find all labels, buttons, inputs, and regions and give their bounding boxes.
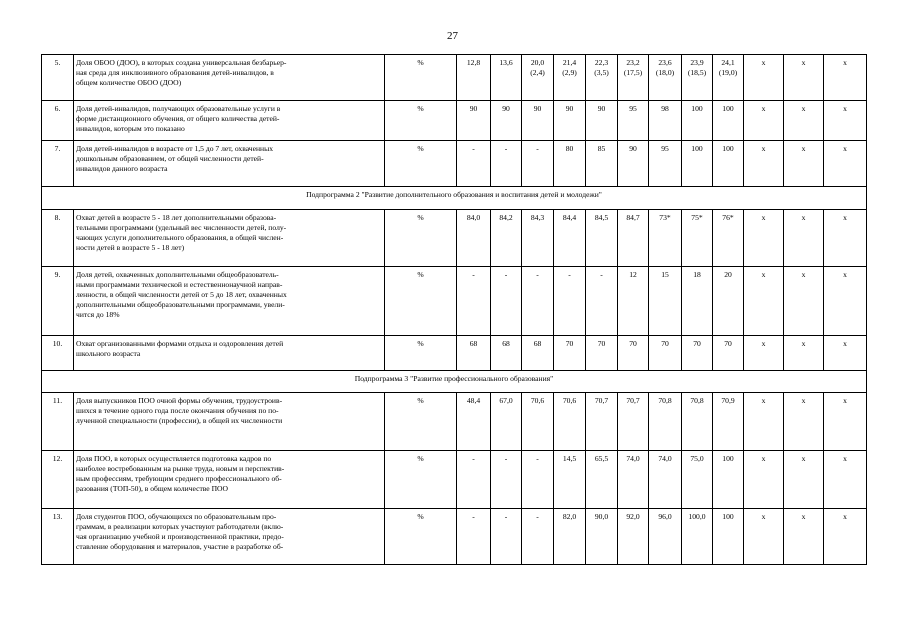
value-cell [682, 210, 713, 267]
row-number: 9. [42, 267, 74, 336]
value-line: 90 [502, 104, 510, 113]
value-line: x [801, 104, 806, 113]
value-line: 70 [565, 339, 574, 348]
value-line: x [761, 270, 766, 279]
description-line: школьного возраста [76, 349, 141, 358]
value-line: x [761, 454, 766, 463]
value-cell [491, 336, 522, 371]
value-cell [457, 141, 491, 187]
value-cell [586, 509, 618, 565]
description-line: ными программами технической и естественнонаучной направ- [76, 280, 283, 289]
unit-cell: % [385, 101, 457, 141]
unit-cell: % [385, 267, 457, 336]
value-line: x [843, 339, 847, 348]
description-line: наиболее востребованным на рынке труда, новым и перспектив- [76, 464, 285, 473]
value-cell [824, 393, 867, 451]
value-line: 95 [661, 144, 669, 153]
value-line: - [536, 454, 539, 463]
value-line: 84,7 [626, 213, 640, 222]
value-cell [457, 101, 491, 141]
value-cell [649, 451, 682, 509]
value-cell [682, 336, 713, 371]
section-row [42, 371, 867, 393]
value-cell [522, 509, 554, 565]
description-line: Доля ПОО, в которых осуществляется подготовка кадров по [76, 454, 272, 463]
section-title: Подпрограмма 2 "Развитие дополнительного образования и воспитания детей и молодежи" [42, 187, 867, 210]
description-line: чая организацию учебной и производственной практики, предо- [76, 532, 284, 541]
value-cell [713, 101, 744, 141]
value-line: 100 [722, 144, 734, 153]
value-line: 92,0 [626, 512, 640, 521]
value-cell [618, 101, 649, 141]
value-cell [618, 141, 649, 187]
value-cell [554, 101, 586, 141]
value-line: 12 [629, 270, 637, 279]
value-line: 70 [597, 339, 606, 348]
description-line: Охват детей в возрасте 5 - 18 лет дополнительными образова- [76, 213, 277, 222]
value-line: 98 [661, 104, 669, 113]
value-line: - [504, 144, 508, 153]
value-line: 84,3 [530, 213, 545, 222]
description-line: Доля ОБОО (ДОО), в которых создана универсальная безбарьер- [76, 58, 287, 67]
value-cell [457, 336, 491, 371]
value-line: (18,5) [687, 68, 707, 77]
value-cell [491, 141, 522, 187]
value-cell [784, 55, 824, 101]
value-line: 80 [565, 144, 574, 153]
value-line: 90 [469, 104, 478, 113]
value-line: - [472, 512, 475, 521]
value-line: x [843, 270, 847, 279]
value-cell [744, 210, 784, 267]
value-cell [744, 336, 784, 371]
value-cell [682, 141, 713, 187]
description-line: дошкольным образованием, от общей численности детей- [76, 154, 264, 163]
value-line: x [801, 396, 806, 405]
unit-cell: % [385, 393, 457, 451]
value-line: 70,6 [562, 396, 577, 405]
description-line: Доля детей-инвалидов, получающих образовательные услуги в [76, 104, 281, 113]
value-cell [554, 336, 586, 371]
value-cell [586, 336, 618, 371]
description-line: тельными программами (удельный вес численности детей, полу- [76, 223, 287, 232]
value-cell [824, 210, 867, 267]
value-line: x [843, 104, 847, 113]
value-cell [784, 393, 824, 451]
indicator-description [74, 336, 385, 371]
value-cell [744, 55, 784, 101]
value-cell [618, 210, 649, 267]
value-cell [554, 451, 586, 509]
value-line: 85 [597, 144, 606, 153]
value-line: 73* [659, 213, 671, 222]
value-cell [554, 55, 586, 101]
description-line: инвалидов, которым это показано [76, 124, 185, 133]
indicator-description [74, 55, 385, 101]
value-cell [784, 336, 824, 371]
value-line: 24,1 [721, 58, 735, 67]
value-line: x [761, 104, 766, 113]
value-cell [457, 267, 491, 336]
value-cell [649, 336, 682, 371]
table-row [42, 509, 867, 565]
value-line: 22,3 [594, 58, 609, 67]
value-line: (2,4) [530, 68, 545, 77]
indicator-description [74, 509, 385, 565]
value-cell [744, 101, 784, 141]
value-cell [586, 55, 618, 101]
value-line: 68 [533, 339, 542, 348]
description-line: Охват организованными формами отдыха и оздоровления детей [76, 339, 284, 348]
table-row [42, 451, 867, 509]
section-row [42, 187, 867, 210]
value-cell [586, 141, 618, 187]
table-row [42, 267, 867, 336]
row-number: 10. [42, 336, 74, 371]
value-line: (18,0) [655, 68, 675, 77]
value-line: - [568, 270, 571, 279]
value-cell [554, 509, 586, 565]
value-cell [618, 509, 649, 565]
value-cell [784, 451, 824, 509]
value-line: x [761, 144, 766, 153]
value-line: 68 [502, 339, 510, 348]
unit-cell: % [385, 451, 457, 509]
indicator-description [74, 393, 385, 451]
value-cell [586, 393, 618, 451]
value-line: x [843, 144, 847, 153]
value-line: - [536, 144, 539, 153]
row-number: 13. [42, 509, 74, 565]
value-line: x [843, 454, 847, 463]
value-line: 82,0 [562, 512, 577, 521]
value-cell [713, 393, 744, 451]
value-cell [824, 141, 867, 187]
value-cell [491, 451, 522, 509]
value-cell [491, 393, 522, 451]
value-cell [682, 451, 713, 509]
value-line: - [504, 454, 508, 463]
value-line: 90 [533, 104, 542, 113]
value-line: 100 [722, 512, 734, 521]
value-line: 70 [693, 339, 701, 348]
description-line: Доля детей, охваченных дополнительными общеобразователь- [76, 270, 279, 279]
page-number: 27 [447, 30, 458, 42]
value-line: 95 [629, 104, 637, 113]
description-line: ленности, в общей численности детей от 5 до 18 лет, охваченных [76, 290, 287, 299]
value-line: - [472, 144, 475, 153]
value-line: 100 [691, 144, 703, 153]
value-cell [618, 267, 649, 336]
value-line: 70 [724, 339, 732, 348]
value-cell [713, 267, 744, 336]
value-cell [522, 210, 554, 267]
indicator-description [74, 210, 385, 267]
value-cell [824, 55, 867, 101]
table-row [42, 141, 867, 187]
value-line: 70 [629, 339, 637, 348]
table-row [42, 393, 867, 451]
value-line: 65,5 [594, 454, 609, 463]
value-line: 20 [724, 270, 732, 279]
value-line: x [801, 270, 806, 279]
row-number: 5. [42, 55, 74, 101]
value-line: 84,5 [594, 213, 609, 222]
value-cell [744, 141, 784, 187]
value-line: 12,8 [466, 58, 481, 67]
row-number: 7. [42, 141, 74, 187]
row-number: 12. [42, 451, 74, 509]
value-line: - [504, 270, 508, 279]
value-cell [586, 101, 618, 141]
value-cell [649, 101, 682, 141]
value-cell [824, 101, 867, 141]
value-line: x [801, 454, 806, 463]
value-line: 70,7 [594, 396, 609, 405]
indicator-description [74, 101, 385, 141]
value-line: x [843, 512, 847, 521]
description-line: граммам, в реализации которых участвуют работодатели (вклю- [76, 522, 284, 531]
value-line: 100 [691, 104, 703, 113]
value-line: x [843, 58, 847, 67]
value-line: 84,2 [499, 213, 513, 222]
value-cell [649, 55, 682, 101]
value-cell [457, 393, 491, 451]
value-line: 90,0 [594, 512, 609, 521]
description-line: чится до 18% [76, 310, 120, 319]
value-line: 23,9 [690, 58, 704, 67]
value-line: - [472, 454, 475, 463]
value-line: 76* [722, 213, 734, 222]
unit-cell: % [385, 509, 457, 565]
unit-cell: % [385, 210, 457, 267]
value-cell [491, 101, 522, 141]
value-line: 13,6 [499, 58, 513, 67]
value-cell [522, 336, 554, 371]
value-line: 100 [722, 104, 734, 113]
value-cell [491, 267, 522, 336]
value-line: 84,4 [562, 213, 577, 222]
value-cell [784, 141, 824, 187]
value-line: x [843, 396, 847, 405]
value-line: x [761, 512, 766, 521]
value-cell [682, 393, 713, 451]
row-number: 11. [42, 393, 74, 451]
value-line: x [801, 144, 806, 153]
value-cell [649, 509, 682, 565]
value-line: 70,8 [658, 396, 672, 405]
value-cell [713, 451, 744, 509]
description-line: ности детей в возрасте 5 - 18 лет) [76, 243, 185, 252]
value-cell [618, 55, 649, 101]
value-line: x [801, 213, 806, 222]
unit-cell: % [385, 141, 457, 187]
unit-cell: % [385, 336, 457, 371]
value-cell [618, 393, 649, 451]
value-line: 90 [597, 104, 606, 113]
description-line: чающих услуги дополнительного образования, в общей числен- [76, 233, 284, 242]
description-line: ставление оборудования и материалов, участие в разработке об- [76, 542, 284, 551]
value-line: - [504, 512, 508, 521]
value-cell [744, 509, 784, 565]
value-line: 20,0 [530, 58, 545, 67]
value-line: 90 [565, 104, 574, 113]
description-line: шихся в течение одного года после окончания обучения по по- [76, 406, 279, 415]
value-cell [554, 267, 586, 336]
value-line: 15 [661, 270, 669, 279]
description-line: Доля студентов ПОО, обучающихся по образовательным про- [76, 512, 277, 521]
value-cell [713, 55, 744, 101]
value-cell [824, 267, 867, 336]
description-line: дополнительными общеобразовательными программами, увели- [76, 300, 285, 309]
value-cell [522, 393, 554, 451]
indicator-description [74, 141, 385, 187]
value-line: 70,7 [626, 396, 640, 405]
value-line: 74,0 [658, 454, 672, 463]
value-cell [784, 267, 824, 336]
value-cell [824, 336, 867, 371]
value-cell [713, 509, 744, 565]
unit-cell: % [385, 55, 457, 101]
description-line: Доля детей-инвалидов в возрасте от 1,5 до 7 лет, охваченных [76, 144, 273, 153]
value-line: x [801, 512, 806, 521]
value-cell [744, 393, 784, 451]
description-line: Доля выпускников ПОО очной формы обучения, трудоустроив- [76, 396, 283, 405]
value-line: - [472, 270, 475, 279]
description-line: разования (ТОП-50), в общем количестве ПОО [76, 484, 229, 493]
value-line: 74,0 [626, 454, 640, 463]
value-cell [491, 210, 522, 267]
description-line: инвалидов данного возраста [76, 164, 168, 173]
table-row [42, 210, 867, 267]
indicator-description [74, 451, 385, 509]
table-row [42, 55, 867, 101]
value-cell [649, 210, 682, 267]
value-cell [682, 267, 713, 336]
value-cell [682, 55, 713, 101]
value-cell [554, 393, 586, 451]
value-line: x [843, 213, 847, 222]
value-cell [682, 509, 713, 565]
value-cell [586, 210, 618, 267]
value-line: x [761, 339, 766, 348]
value-line: 70,9 [721, 396, 735, 405]
value-line: x [761, 213, 766, 222]
section-title: Подпрограмма 3 "Развитие профессионального образования" [42, 371, 867, 393]
value-line: 75,0 [690, 454, 704, 463]
value-cell [618, 336, 649, 371]
indicator-description [74, 267, 385, 336]
description-line: общем количестве ОБОО (ДОО) [76, 78, 182, 87]
value-line: (3,5) [594, 68, 609, 77]
value-line: x [761, 58, 766, 67]
value-line: 75* [691, 213, 703, 222]
value-line: (17,5) [623, 68, 643, 77]
value-line: 70,8 [690, 396, 704, 405]
value-line: x [801, 58, 806, 67]
value-cell [784, 101, 824, 141]
value-line: 70 [661, 339, 669, 348]
value-line: 23,2 [626, 58, 640, 67]
value-line: - [536, 512, 539, 521]
value-line: 14,5 [562, 454, 577, 463]
value-cell [618, 451, 649, 509]
value-line: 90 [629, 144, 637, 153]
value-cell [586, 267, 618, 336]
value-cell [784, 509, 824, 565]
value-cell [649, 141, 682, 187]
table-row [42, 336, 867, 371]
row-number: 8. [42, 210, 74, 267]
row-number: 6. [42, 101, 74, 141]
value-cell [457, 451, 491, 509]
value-cell [522, 55, 554, 101]
value-cell [522, 141, 554, 187]
value-line: 68 [469, 339, 478, 348]
value-cell [491, 509, 522, 565]
value-line: 96,0 [658, 512, 672, 521]
value-cell [522, 101, 554, 141]
description-line: лученной специальности (профессии), в общей их численности [76, 416, 283, 425]
value-cell [457, 210, 491, 267]
value-cell [522, 451, 554, 509]
value-cell [824, 509, 867, 565]
value-line: 67,0 [499, 396, 513, 405]
value-cell [744, 267, 784, 336]
value-cell [713, 336, 744, 371]
value-cell [649, 393, 682, 451]
value-cell [649, 267, 682, 336]
value-cell [824, 451, 867, 509]
value-cell [744, 451, 784, 509]
value-cell [554, 141, 586, 187]
value-cell [457, 509, 491, 565]
table-row [42, 101, 867, 141]
value-cell [682, 101, 713, 141]
description-line: ная среда для инклюзивного образования детей-инвалидов, в [76, 68, 274, 77]
value-cell [586, 451, 618, 509]
value-line: 100 [722, 454, 734, 463]
value-line: 48,4 [466, 396, 481, 405]
value-line: - [600, 270, 603, 279]
value-line: (19,0) [718, 68, 738, 77]
value-cell [522, 267, 554, 336]
description-line: форме дистанционного обучения, от общего количества детей- [76, 114, 280, 123]
value-line: - [536, 270, 539, 279]
value-line: 70,6 [530, 396, 545, 405]
value-cell [784, 210, 824, 267]
value-line: 23,6 [658, 58, 672, 67]
value-line: 18 [693, 270, 701, 279]
value-line: (2,9) [562, 68, 577, 77]
indicators-table [41, 54, 867, 565]
value-cell [491, 55, 522, 101]
value-cell [554, 210, 586, 267]
description-line: ным профессиям, требующим среднего профессионального об- [76, 474, 282, 483]
value-line: 21,4 [562, 58, 577, 67]
value-line: x [801, 339, 806, 348]
value-line: 84,0 [466, 213, 481, 222]
value-cell [457, 55, 491, 101]
value-line: x [761, 396, 766, 405]
value-cell [713, 210, 744, 267]
value-line: 100,0 [688, 512, 706, 521]
value-cell [713, 141, 744, 187]
